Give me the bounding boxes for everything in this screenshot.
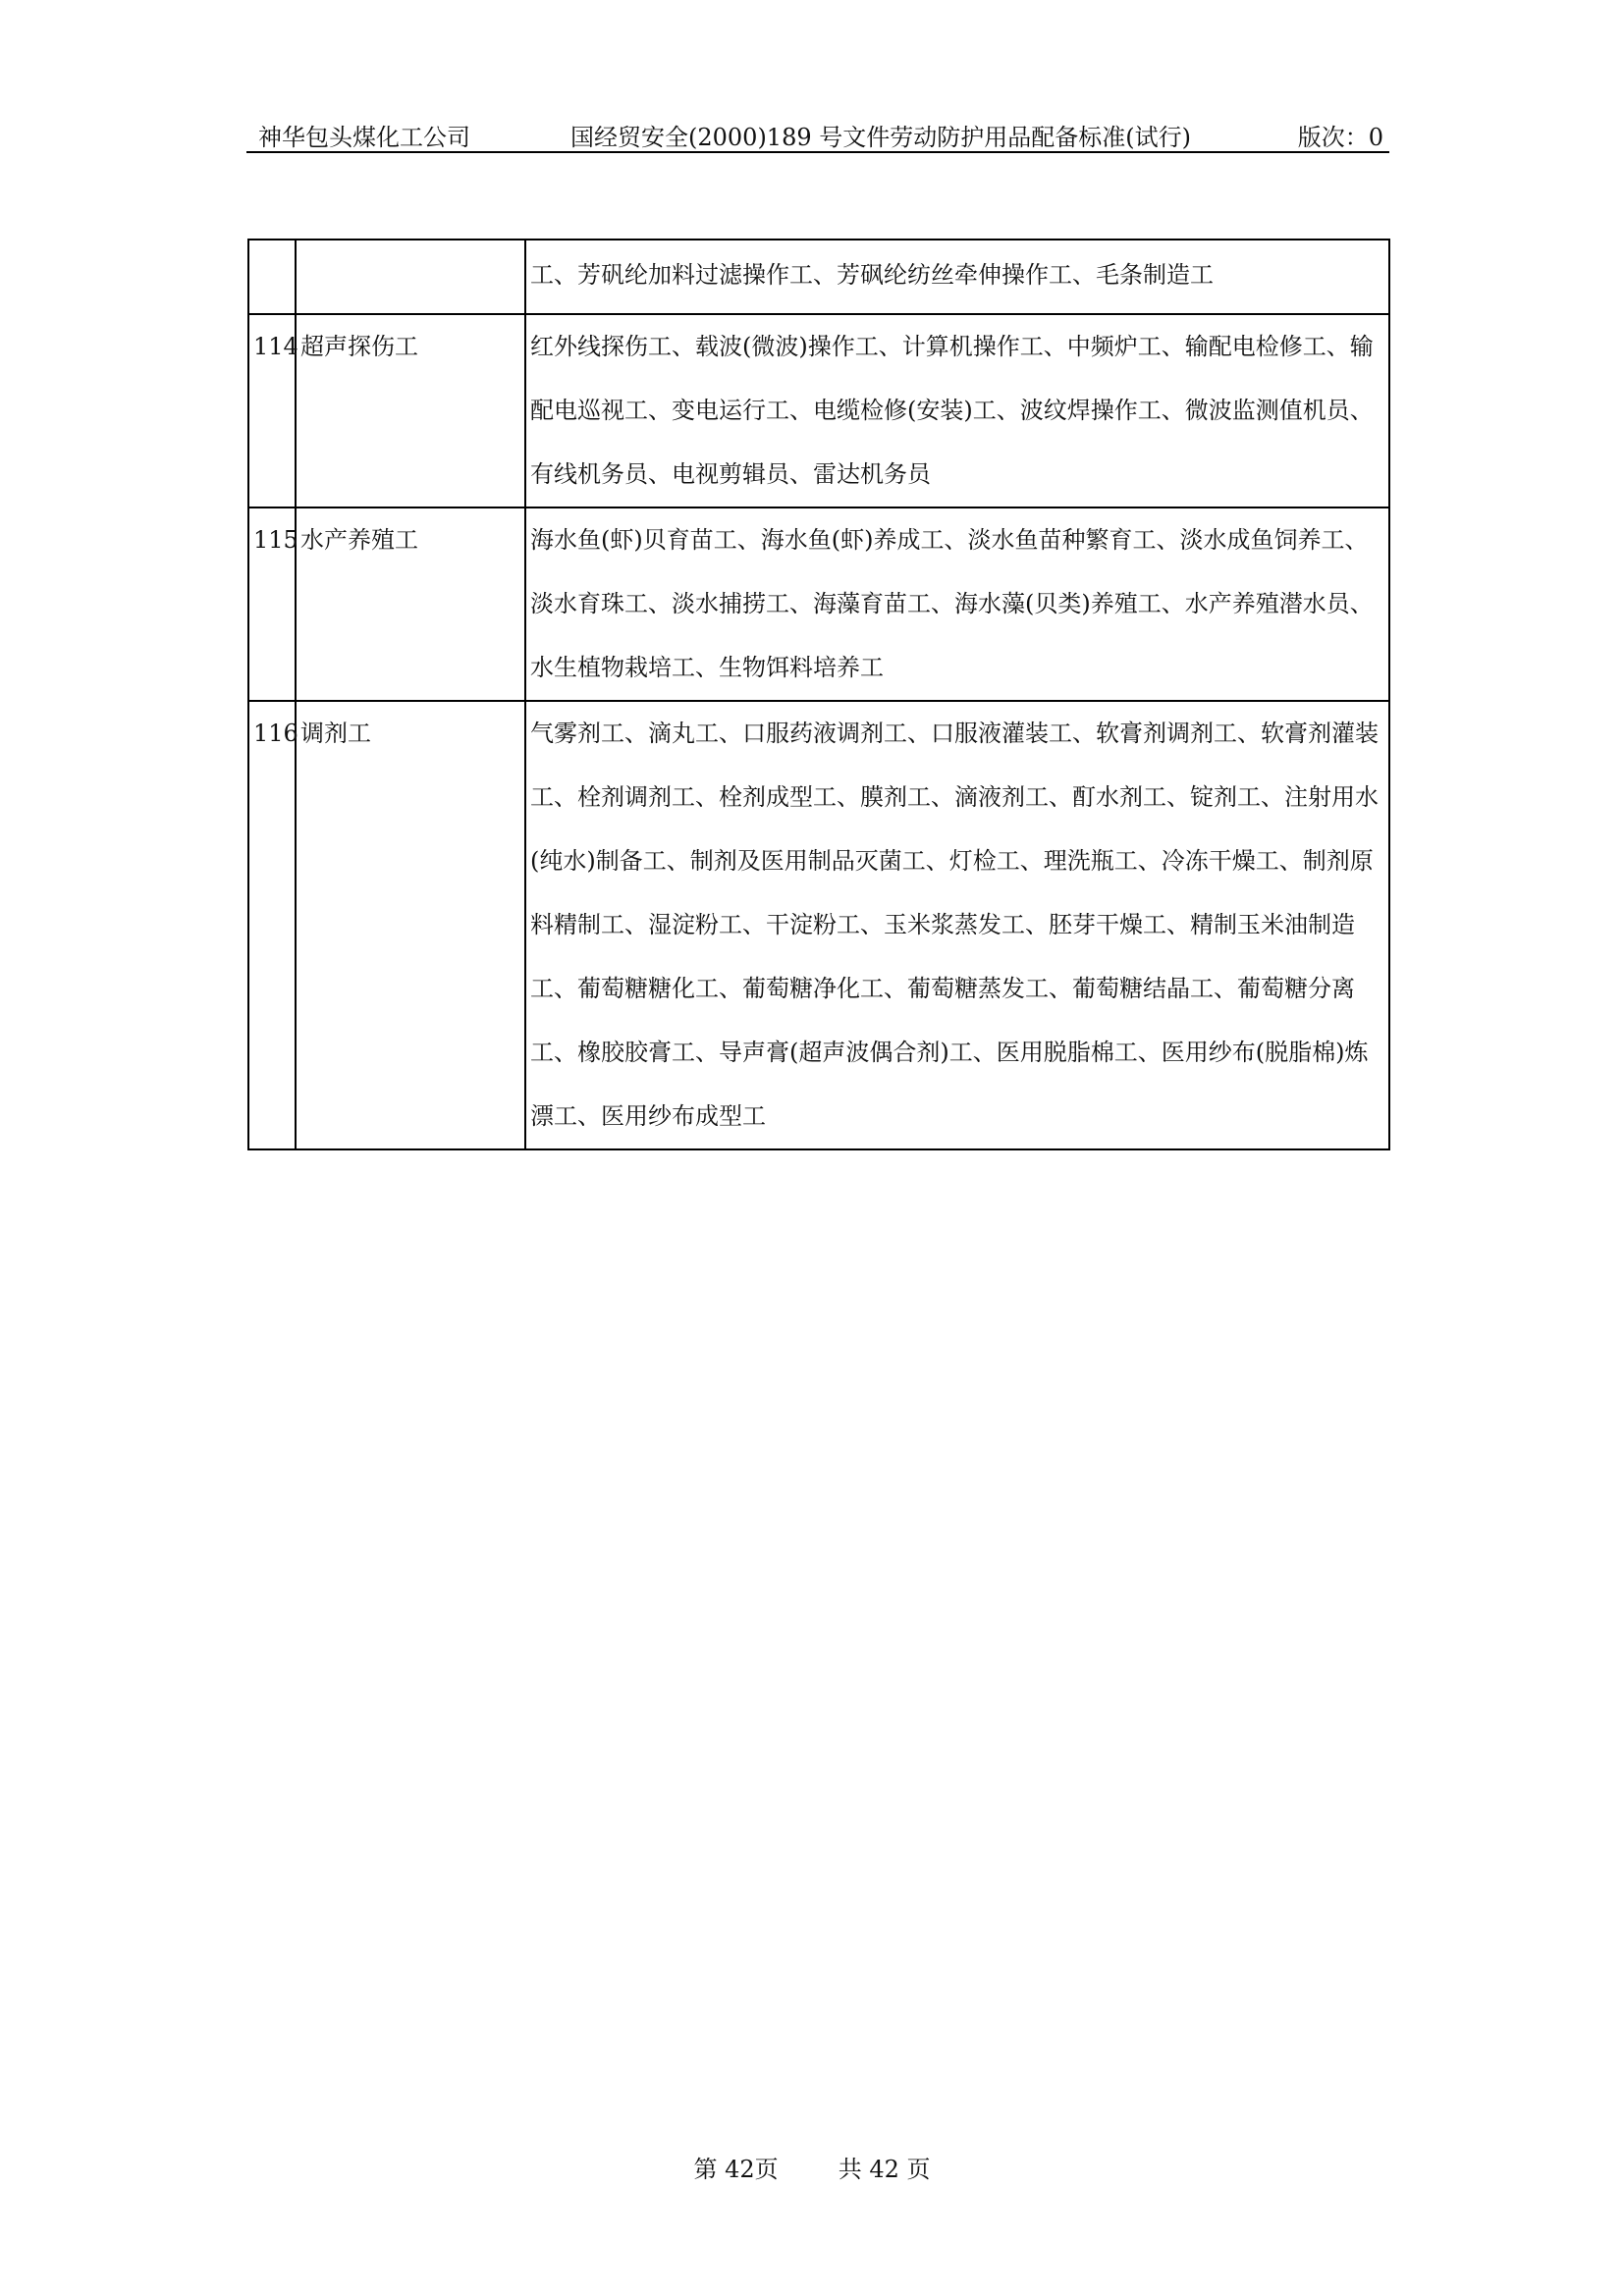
job-type: 水产养殖工 <box>296 507 525 701</box>
protective-equipment-table <box>247 239 1390 1150</box>
table-row <box>248 240 1389 314</box>
page-total: 共 42 页 <box>838 2156 931 2183</box>
page-header <box>246 112 1389 153</box>
row-number: 115 <box>248 507 296 701</box>
table-row <box>248 701 1389 1149</box>
page-number: 第 42页 <box>693 2156 779 2183</box>
row-number <box>248 240 296 314</box>
row-number: 114 <box>248 314 296 507</box>
applicable-occupations: 气雾剂工、滴丸工、口服药液调剂工、口服液灌装工、软膏剂调剂工、软膏剂灌装工、栓剂调剂工、栓剂成型工、膜剂工、滴液剂工、酊水剂工、锭剂工、注射用水(纯水)制备工、制剂及医用制品灭菌工、灯检工、理洗瓶工、冷冻干燥工、制剂原料精制工、湿淀粉工、干淀粉工、玉米浆蒸发工、胚芽干燥工、精制玉米油制造工、葡萄糖糖化工、葡萄糖净化工、葡萄糖蒸发工、葡萄糖结晶工、葡萄糖分离工、橡胶胶膏工、导声膏(超声波偶合剂)工、医用脱脂棉工、医用纱布(脱脂棉)炼漂工、医用纱布成型工 <box>525 701 1389 1149</box>
table-row <box>248 314 1389 507</box>
table-row <box>248 507 1389 701</box>
applicable-occupations: 海水鱼(虾)贝育苗工、海水鱼(虾)养成工、淡水鱼苗种繁育工、淡水成鱼饲养工、淡水育珠工、淡水捕捞工、海藻育苗工、海水藻(贝类)养殖工、水产养殖潜水员、水生植物栽培工、生物饵料培养工 <box>525 507 1389 701</box>
row-number: 116 <box>248 701 296 1149</box>
applicable-occupations: 工、芳矾纶加料过滤操作工、芳砜纶纺丝牵伸操作工、毛条制造工 <box>525 240 1389 314</box>
header-version: 版次：0 <box>1297 124 1383 151</box>
job-type: 超声探伤工 <box>296 314 525 507</box>
header-document-title: 国经贸安全(2000)189 号文件劳动防护用品配备标准(试行) <box>570 124 1191 151</box>
header-company: 神华包头煤化工公司 <box>258 124 470 151</box>
page-footer <box>0 2150 1624 2184</box>
job-type: 调剂工 <box>296 701 525 1149</box>
applicable-occupations: 红外线探伤工、载波(微波)操作工、计算机操作工、中频炉工、输配电检修工、输配电巡视工、变电运行工、电缆检修(安装)工、波纹焊操作工、微波监测值机员、有线机务员、电视剪辑员、雷达机务员 <box>525 314 1389 507</box>
job-type <box>296 240 525 314</box>
